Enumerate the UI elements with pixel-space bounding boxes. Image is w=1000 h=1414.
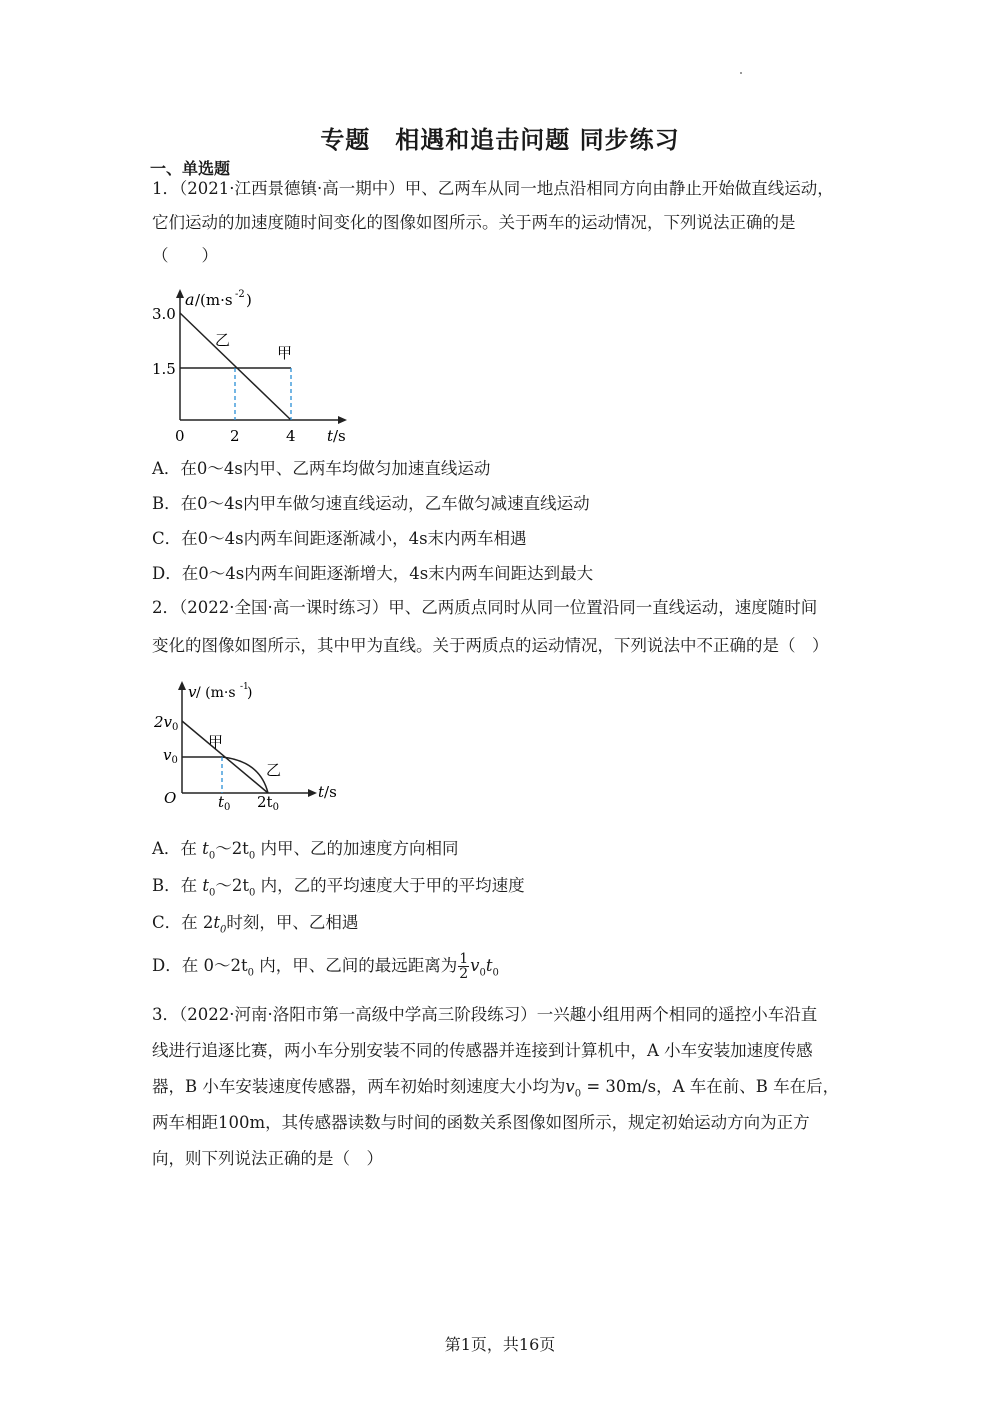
q1-option-d: D．在0～4s内两车间距逐渐增大，4s末内两车间距达到最大: [152, 564, 594, 583]
q1-option-b: B．在0～4s内甲车做匀速直线运动，乙车做匀减速直线运动: [152, 494, 590, 513]
q1-acceleration-time-graph: [145, 285, 365, 450]
q2-ylabel-close: ): [247, 685, 253, 701]
q2-ytick-2v0: $2v_0$: [154, 713, 179, 733]
q2-line-1: 2．（2022·全国·高一课时练习）甲、乙两质点同时从同一位置沿同一直线运动，速度随时间: [152, 598, 818, 617]
q3-line-5: 向，则下列说法正确的是（ ）: [152, 1149, 383, 1168]
page-footer: 第1页，共16页: [444, 1335, 556, 1354]
q1-xlabel-unit: /s: [333, 427, 346, 445]
q1-ylabel-unit: /(m·s: [195, 291, 233, 309]
q2-option-c: C．在 $2t_0$时刻，甲、乙相遇: [152, 913, 359, 936]
section-heading: 一、单选题: [150, 159, 231, 178]
q1-line-3: （ ）: [152, 246, 218, 265]
q2-label-yi: 乙: [266, 761, 282, 779]
q2-x-arrow: [308, 789, 317, 797]
q2-xlabel: t/s: [318, 783, 337, 801]
q2-label-jia: 甲: [208, 733, 224, 751]
q1-ylabel-exp: -2: [235, 289, 245, 300]
one-half-fraction: $\frac{1}{2}$: [459, 951, 469, 982]
q1-xtick-0: 0: [175, 427, 185, 445]
q2-option-b: B．在 $t_0\sim 2t_0$ 内，乙的平均速度大于甲的平均速度: [152, 876, 525, 899]
q3-line-2: 线进行追逐比赛，两小车分别安装不同的传感器并连接到计算机中，A 小车安装加速度传感: [152, 1041, 813, 1060]
q2-option-a: A．在 $t_0\sim 2t_0$ 内甲、乙的加速度方向相同: [152, 839, 459, 862]
q1-option-a: A．在0～4s内甲、乙两车均做匀加速直线运动: [152, 459, 491, 478]
q1-ytick-3: 3.0: [152, 305, 176, 323]
q2-xtick-t0: $t_0$: [218, 793, 231, 813]
q1-xtick-2: 2: [230, 427, 240, 445]
q3-line-4: 两车相距100m，其传感器读数与时间的函数关系图像如图所示，规定初始运动方向为正方: [152, 1113, 810, 1132]
scan-speck: [740, 72, 742, 74]
q2-ylabel-v: v: [188, 683, 197, 701]
q1-xlabel-t: t: [327, 427, 334, 445]
q1-x-arrow: [338, 416, 347, 424]
q2-ytick-v0: $v_0$: [163, 746, 178, 766]
q1-option-c: C．在0～4s内两车间距逐渐减小，4s末内两车相遇: [152, 529, 527, 548]
page-title: 专题 相遇和追击问题 同步练习: [320, 126, 680, 154]
q1-ylabel-a: a: [185, 290, 195, 309]
q1-line-1: 1．（2021·江西景德镇·高一期中）甲、乙两车从同一地点沿相同方向由静止开始做直线运动，: [152, 179, 834, 198]
q1-ytick-1-5: 1.5: [152, 360, 176, 378]
q1-ylabel-close: ): [246, 291, 252, 309]
q3-line-1: 3．（2022·河南·洛阳市第一高级中学高三阶段练习）一兴趣小组用两个相同的遥控小车沿直: [152, 1005, 818, 1024]
q1-label-yi: 乙: [215, 331, 231, 349]
q2-y-arrow: [178, 681, 186, 690]
q2-ylabel-unit: / (m·s: [196, 685, 236, 701]
q2-xtick-2t0: $2t_0$: [257, 793, 279, 813]
q2-ylabel-exp: -1: [240, 682, 249, 692]
q2-line-2: 变化的图像如图所示，其中甲为直线。关于两质点的运动情况，下列说法中不正确的是（ ）: [152, 636, 829, 655]
q1-label-jia: 甲: [277, 344, 293, 362]
q1-line-2: 它们运动的加速度随时间变化的图像如图所示。关于两车的运动情况，下列说法正确的是: [152, 213, 796, 232]
q3-line-3: 器，B 小车安装速度传感器，两车初始时刻速度大小均为$v_0 = 30m/s$，A 车在前、B 车在后，: [152, 1077, 840, 1100]
q1-y-arrow: [176, 289, 184, 298]
q1-xtick-4: 4: [286, 427, 296, 445]
q2-origin: O: [164, 789, 177, 807]
q2-velocity-time-graph: [150, 675, 360, 825]
q2-option-d: D．在 $0\sim 2t_0$ 内，甲、乙间的最远距离为 $\frac{1}{2}$ $v_0t_0$: [152, 951, 499, 982]
